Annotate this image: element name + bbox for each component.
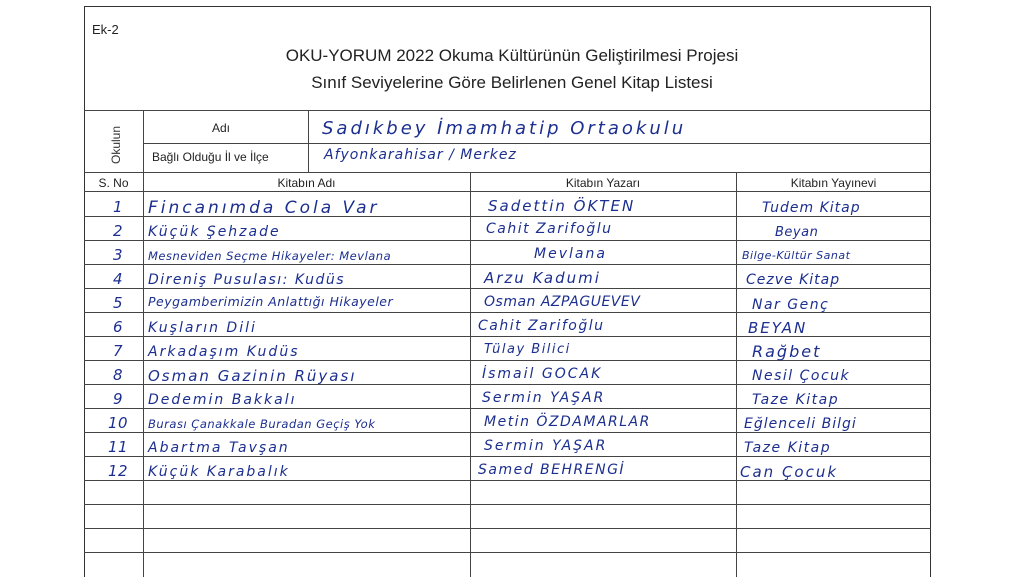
rule-line bbox=[84, 191, 931, 192]
page-title: OKU-YORUM 2022 Okuma Kültürünün Geliştirilmesi Projesi bbox=[285, 46, 739, 65]
book-title: Direniş Pusulası: Kudüs bbox=[148, 272, 346, 288]
row-number: 4 bbox=[112, 270, 124, 288]
book-title: Osman Gazinin Rüyası bbox=[148, 367, 357, 385]
book-author: Sermin YAŞAR bbox=[482, 390, 606, 406]
book-title: Peygamberimizin Anlattığı Hikayeler bbox=[148, 294, 394, 309]
book-author: Cahit Zarifoğlu bbox=[486, 221, 613, 237]
school-location-label: Bağlı Olduğu İl ve İlçe bbox=[152, 150, 269, 164]
row-number: 8 bbox=[112, 366, 124, 384]
book-publisher: Cezve Kitap bbox=[746, 272, 841, 288]
book-publisher: Can Çocuk bbox=[740, 463, 839, 481]
school-name-value: Sadıkbey İmamhatip Ortaokulu bbox=[322, 118, 687, 139]
book-title: Burası Çanakkale Buradan Geçiş Yok bbox=[148, 417, 376, 431]
column-divider bbox=[308, 110, 309, 172]
row-number: 3 bbox=[112, 246, 124, 264]
row-number: 7 bbox=[112, 342, 124, 360]
row-number: 2 bbox=[112, 222, 124, 240]
rule-line bbox=[143, 143, 931, 144]
book-publisher: Tudem Kitap bbox=[762, 200, 861, 216]
book-publisher: Eğlenceli Bilgi bbox=[744, 416, 857, 432]
row-number: 9 bbox=[112, 390, 124, 408]
book-author: Osman AZPAGUEVEV bbox=[484, 294, 641, 310]
book-author: Mevlana bbox=[534, 246, 607, 262]
book-author: Metin ÖZDAMARLAR bbox=[484, 414, 651, 430]
book-author: Tülay Bilici bbox=[484, 342, 571, 357]
rule-line bbox=[84, 504, 931, 505]
page-subtitle: Sınıf Seviyelerine Göre Belirlenen Genel Kitap Listesi bbox=[311, 73, 713, 92]
book-author: İsmail GOCAK bbox=[482, 366, 603, 382]
book-author: Sermin YAŞAR bbox=[484, 438, 608, 454]
header-author: Kitabın Yazarı bbox=[565, 176, 641, 190]
header-sno: S. No bbox=[98, 176, 129, 190]
rule-line bbox=[84, 528, 931, 529]
column-divider bbox=[470, 172, 471, 577]
book-publisher: Nar Genç bbox=[752, 297, 830, 313]
book-author: Samed BEHRENGİ bbox=[478, 462, 626, 478]
row-number: 10 bbox=[107, 414, 129, 432]
row-number: 11 bbox=[107, 438, 129, 456]
book-title: Dedemin Bakkalı bbox=[148, 392, 297, 408]
book-publisher: Taze Kitap bbox=[752, 392, 840, 408]
book-publisher: Nesil Çocuk bbox=[752, 368, 851, 384]
row-number: 5 bbox=[112, 294, 124, 312]
rule-line bbox=[84, 110, 931, 111]
book-title: Arkadaşım Kudüs bbox=[148, 344, 300, 360]
book-publisher: Bilge-Kültür Sanat bbox=[742, 249, 851, 262]
book-title: Fincanımda Cola Var bbox=[148, 198, 380, 218]
book-title: Abartma Tavşan bbox=[148, 440, 290, 456]
rule-line bbox=[84, 172, 931, 173]
book-author: Arzu Kadumi bbox=[484, 269, 601, 287]
column-divider bbox=[736, 172, 737, 577]
school-name-label: Adı bbox=[212, 121, 231, 135]
row-number: 6 bbox=[112, 318, 124, 336]
book-title: Kuşların Dili bbox=[148, 320, 257, 336]
school-location-value: Afyonkarahisar / Merkez bbox=[324, 147, 517, 163]
book-title: Mesneviden Seçme Hikayeler: Mevlana bbox=[148, 249, 392, 263]
book-publisher: Rağbet bbox=[752, 342, 822, 361]
book-author: Cahit Zarifoğlu bbox=[478, 318, 605, 334]
book-publisher: Beyan bbox=[775, 225, 819, 240]
book-publisher: Taze Kitap bbox=[744, 440, 832, 456]
book-author: Sadettin ÖKTEN bbox=[488, 197, 636, 215]
annex-tag: Ek-2 bbox=[92, 22, 119, 37]
rule-line bbox=[84, 552, 931, 553]
header-book-title: Kitabın Adı bbox=[277, 176, 336, 190]
row-number: 12 bbox=[107, 462, 129, 480]
book-publisher: BEYAN bbox=[748, 319, 808, 337]
header-publisher: Kitabın Yayınevi bbox=[790, 176, 877, 190]
row-number: 1 bbox=[112, 198, 124, 216]
school-section-label: Okulun bbox=[109, 125, 123, 165]
book-title: Küçük Karabalık bbox=[148, 464, 290, 480]
book-title: Küçük Şehzade bbox=[148, 224, 281, 240]
